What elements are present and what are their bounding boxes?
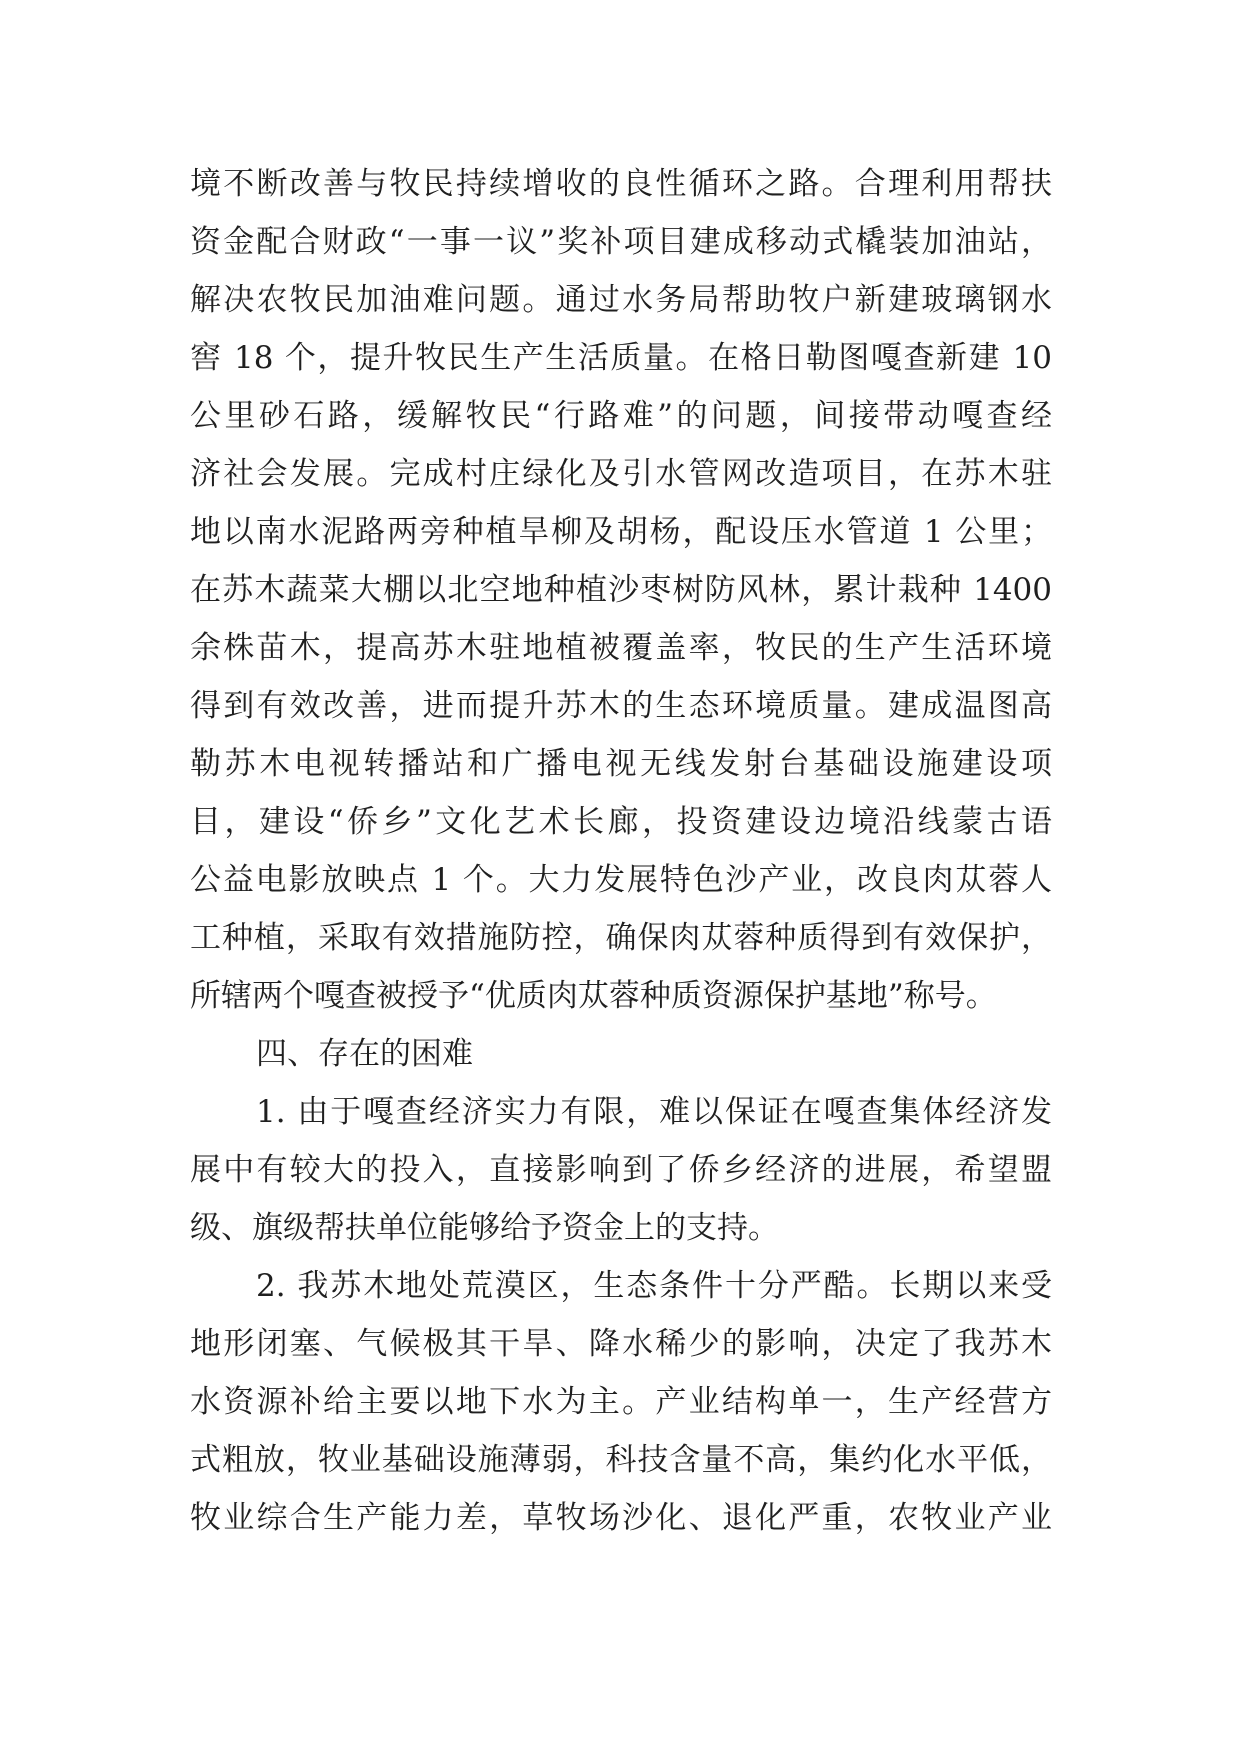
text-line: 目，建设“侨乡”文化艺术长廊，投资建设边境沿线蒙古语 <box>190 804 1052 840</box>
text-line: 2. 我苏木地处荒漠区，生态条件十分严酷。长期以来受 <box>256 1268 1052 1304</box>
list-item-1 <box>190 1083 1052 1257</box>
text-line: 地形闭塞、气候极其干旱、降水稀少的影响，决定了我苏木 <box>190 1326 1052 1362</box>
text-line: 1. 由于嘎查经济实力有限，难以保证在嘎查集体经济发 <box>256 1094 1052 1130</box>
section-heading: 四、存在的困难 <box>256 1036 473 1072</box>
list-item-2 <box>190 1257 1052 1547</box>
paragraph-continuation <box>190 155 1052 1025</box>
document-body <box>190 155 1052 1547</box>
text-line: 公益电影放映点 1 个。大力发展特色沙产业，改良肉苁蓉人 <box>190 862 1052 898</box>
text-line: 所辖两个嘎查被授予“优质肉苁蓉种质资源保护基地”称号。 <box>190 978 997 1014</box>
text-line: 级、旗级帮扶单位能够给予资金上的支持。 <box>190 1210 779 1246</box>
text-line: 水资源补给主要以地下水为主。产业结构单一，生产经营方 <box>190 1384 1052 1420</box>
text-line: 得到有效改善，进而提升苏木的生态环境质量。建成温图高 <box>190 688 1052 724</box>
text-line: 工种植，采取有效措施防控，确保肉苁蓉种质得到有效保护， <box>190 920 1052 956</box>
text-line: 牧业综合生产能力差，草牧场沙化、退化严重，农牧业产业 <box>190 1500 1052 1536</box>
text-line: 勒苏木电视转播站和广播电视无线发射台基础设施建设项 <box>190 746 1052 782</box>
text-line: 济社会发展。完成村庄绿化及引水管网改造项目，在苏木驻 <box>190 456 1052 492</box>
text-line: 余株苗木，提高苏木驻地植被覆盖率，牧民的生产生活环境 <box>190 630 1052 666</box>
text-line: 解决农牧民加油难问题。通过水务局帮助牧户新建玻璃钢水 <box>190 282 1052 318</box>
text-line: 窖 18 个，提升牧民生产生活质量。在格日勒图嘎查新建 10 <box>190 340 1052 376</box>
text-line: 式粗放，牧业基础设施薄弱，科技含量不高，集约化水平低， <box>190 1442 1052 1478</box>
text-line: 地以南水泥路两旁种植旱柳及胡杨，配设压水管道 1 公里； <box>190 514 1052 550</box>
text-line: 展中有较大的投入，直接影响到了侨乡经济的进展，希望盟 <box>190 1152 1052 1188</box>
text-line: 在苏木蔬菜大棚以北空地种植沙枣树防风林，累计栽种 1400 <box>190 572 1052 608</box>
text-line: 资金配合财政“一事一议”奖补项目建成移动式橇装加油站， <box>190 224 1052 260</box>
text-line: 公里砂石路，缓解牧民“行路难”的问题，间接带动嘎查经 <box>190 398 1052 434</box>
text-line: 境不断改善与牧民持续增收的良性循环之路。合理利用帮扶 <box>190 166 1052 202</box>
